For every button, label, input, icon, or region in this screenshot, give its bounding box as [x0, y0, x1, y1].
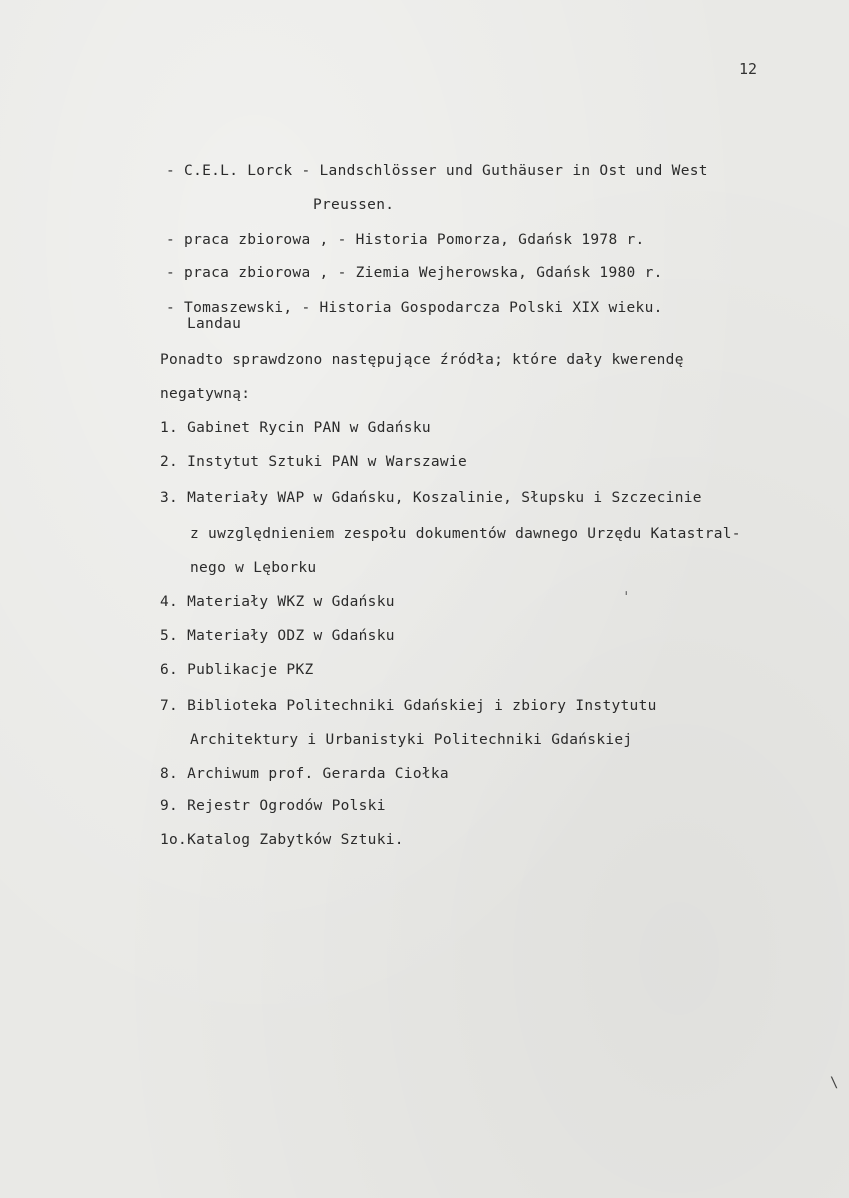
source-item-1: 1. Gabinet Rycin PAN w Gdańsku: [160, 420, 431, 436]
bibliography-entry-historia-pomorza: - praca zbiorowa , - Historia Pomorza, Gdańsk 1978 r.: [166, 232, 645, 248]
source-item-10: 1o.Katalog Zabytków Sztuki.: [160, 832, 404, 848]
bibliography-entry-lorck: - C.E.L. Lorck - Landschlösser und Guthäuser in Ost und West: [166, 163, 708, 179]
source-item-5: 5. Materiały ODZ w Gdańsku: [160, 628, 395, 644]
stray-mark-edge: \: [830, 1075, 839, 1091]
source-item-7-continuation: Architektury i Urbanistyki Politechniki Gdańskiej: [190, 732, 633, 748]
bibliography-entry-lorck-continuation: Preussen.: [313, 197, 395, 213]
source-item-8: 8. Archiwum prof. Gerarda Ciołka: [160, 766, 449, 782]
bibliography-entry-ziemia-wejherowska: - praca zbiorowa , - Ziemia Wejherowska, Gdańsk 1980 r.: [166, 265, 663, 281]
source-item-3-continuation-1: z uwzględnieniem zespołu dokumentów dawnego Urzędu Katastral-: [190, 526, 741, 542]
source-item-7: 7. Biblioteka Politechniki Gdańskiej i zbiory Instytutu: [160, 698, 657, 714]
source-item-9: 9. Rejestr Ogrodów Polski: [160, 798, 386, 814]
source-item-3: 3. Materiały WAP w Gdańsku, Koszalinie, Słupsku i Szczecinie: [160, 490, 702, 506]
stray-mark: ˈ: [622, 590, 631, 606]
intro-paragraph-line-2: negatywną:: [160, 386, 251, 402]
source-item-4: 4. Materiały WKZ w Gdańsku: [160, 594, 395, 610]
bibliography-entry-tomaszewski: - Tomaszewski, - Historia Gospodarcza Polski XIX wieku.: [166, 300, 663, 316]
source-item-6: 6. Publikacje PKZ: [160, 662, 314, 678]
intro-paragraph-line-1: Ponadto sprawdzono następujące źródła; które dały kwerendę: [160, 352, 684, 368]
source-item-3-continuation-2: nego w Lęborku: [190, 560, 317, 576]
source-item-2: 2. Instytut Sztuki PAN w Warszawie: [160, 454, 468, 470]
bibliography-entry-tomaszewski-author: Landau: [187, 316, 242, 332]
page-number: 12: [739, 60, 758, 78]
